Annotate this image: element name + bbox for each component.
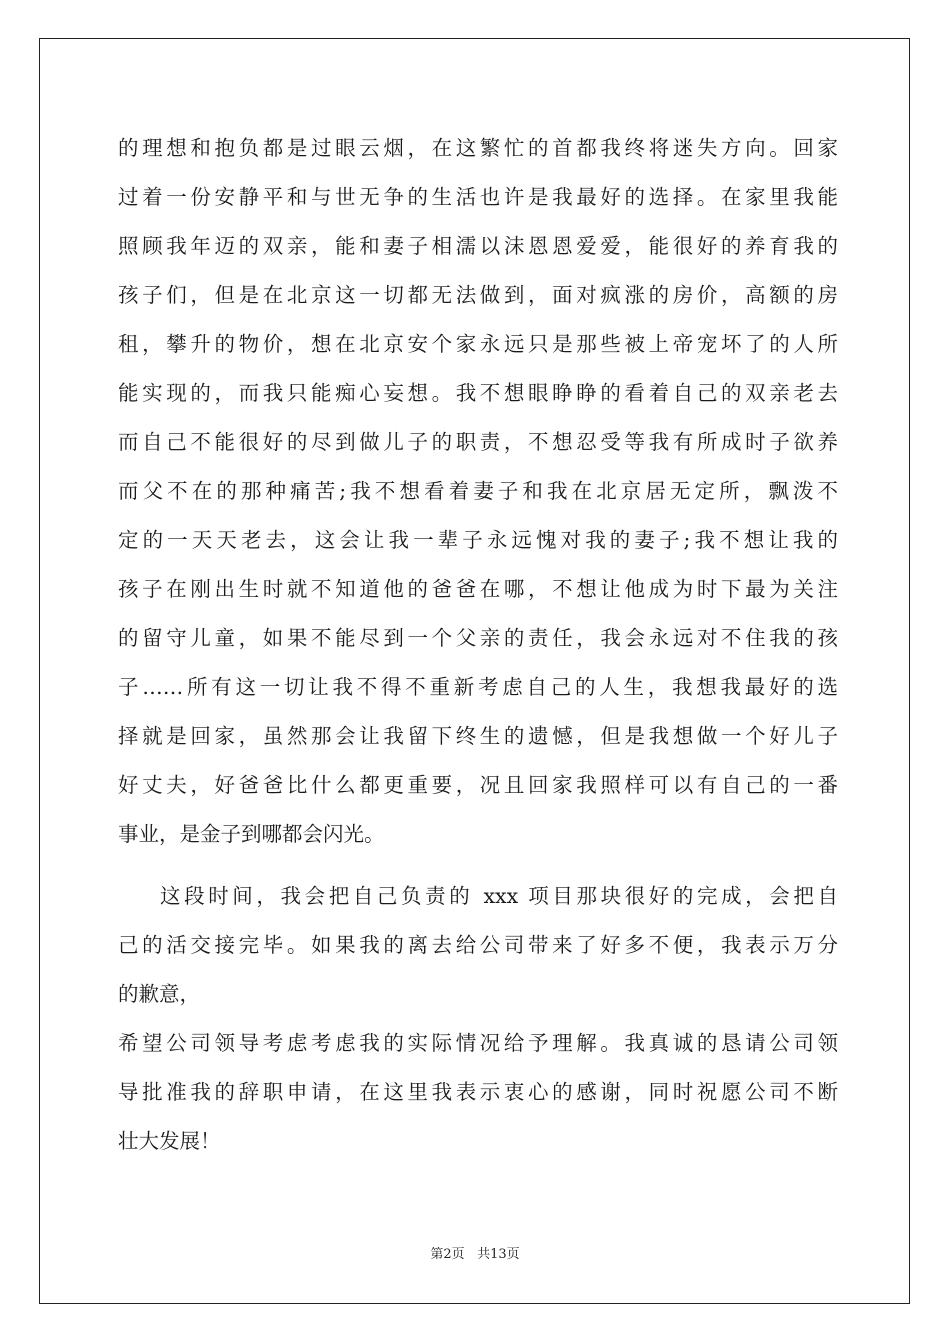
text-line: 租，攀升的物价，想在北京安个家永远只是那些被上帝宠坏了的人所 <box>118 332 838 356</box>
text-line: 壮大发展！ <box>118 1129 221 1153</box>
text-line: 照顾我年迈的双亲，能和妻子相濡以沫恩恩爱爱，能很好的养育我的 <box>118 234 838 258</box>
text-line: 过着一份安静平和与世无争的生活也许是我最好的选择。在家里我能 <box>118 185 838 209</box>
text-line: 择就是回家，虽然那会让我留下终生的遗憾，但是我想做一个好儿子 <box>118 724 838 748</box>
page-total: 共13页 <box>477 1247 520 1262</box>
text-line: 而自己不能很好的尽到做儿子的职责，不想忍受等我有所成时子欲养 <box>118 430 838 454</box>
text-line: 这段时间，我会把自己负责的 xxx 项目那块很好的完成，会把自 <box>160 884 838 908</box>
text-line: 的留守儿童，如果不能尽到一个父亲的责任，我会永远对不住我的孩 <box>118 626 838 650</box>
page-number: 第2页 <box>430 1247 465 1262</box>
text-line: 定的一天天老去，这会让我一辈子永远愧对我的妻子;我不想让我的 <box>118 528 838 552</box>
text-line: 己的活交接完毕。如果我的离去给公司带来了好多不便，我表示万分 <box>118 933 838 957</box>
text-line: 子……所有这一切让我不得不重新考虑自己的人生，我想我最好的选 <box>118 675 838 699</box>
text-line: 导批准我的辞职申请，在这里我表示衷心的感谢，同时祝愿公司不断 <box>118 1080 838 1104</box>
text-line: 而父不在的那种痛苦;我不想看着妻子和我在北京居无定所，飘泼不 <box>118 479 838 503</box>
text-line: 的歉意， <box>118 982 200 1006</box>
text-line: 的理想和抱负都是过眼云烟，在这繁忙的首都我终将迷失方向。回家 <box>118 136 838 160</box>
text-line: 事业，是金子到哪都会闪光。 <box>118 822 385 846</box>
text-line: 孩子在刚出生时就不知道他的爸爸在哪，不想让他成为时下最为关注 <box>118 577 838 601</box>
text-line: 孩子们，但是在北京这一切都无法做到，面对疯涨的房价，高额的房 <box>118 283 838 307</box>
text-line: 能实现的，而我只能痴心妄想。我不想眼睁睁的看着自己的双亲老去 <box>118 381 838 405</box>
page-footer <box>0 1245 950 1265</box>
text-line: 好丈夫，好爸爸比什么都更重要，况且回家我照样可以有自己的一番 <box>118 773 838 797</box>
text-line: 希望公司领导考虑考虑我的实际情况给予理解。我真诚的恳请公司领 <box>118 1031 838 1055</box>
